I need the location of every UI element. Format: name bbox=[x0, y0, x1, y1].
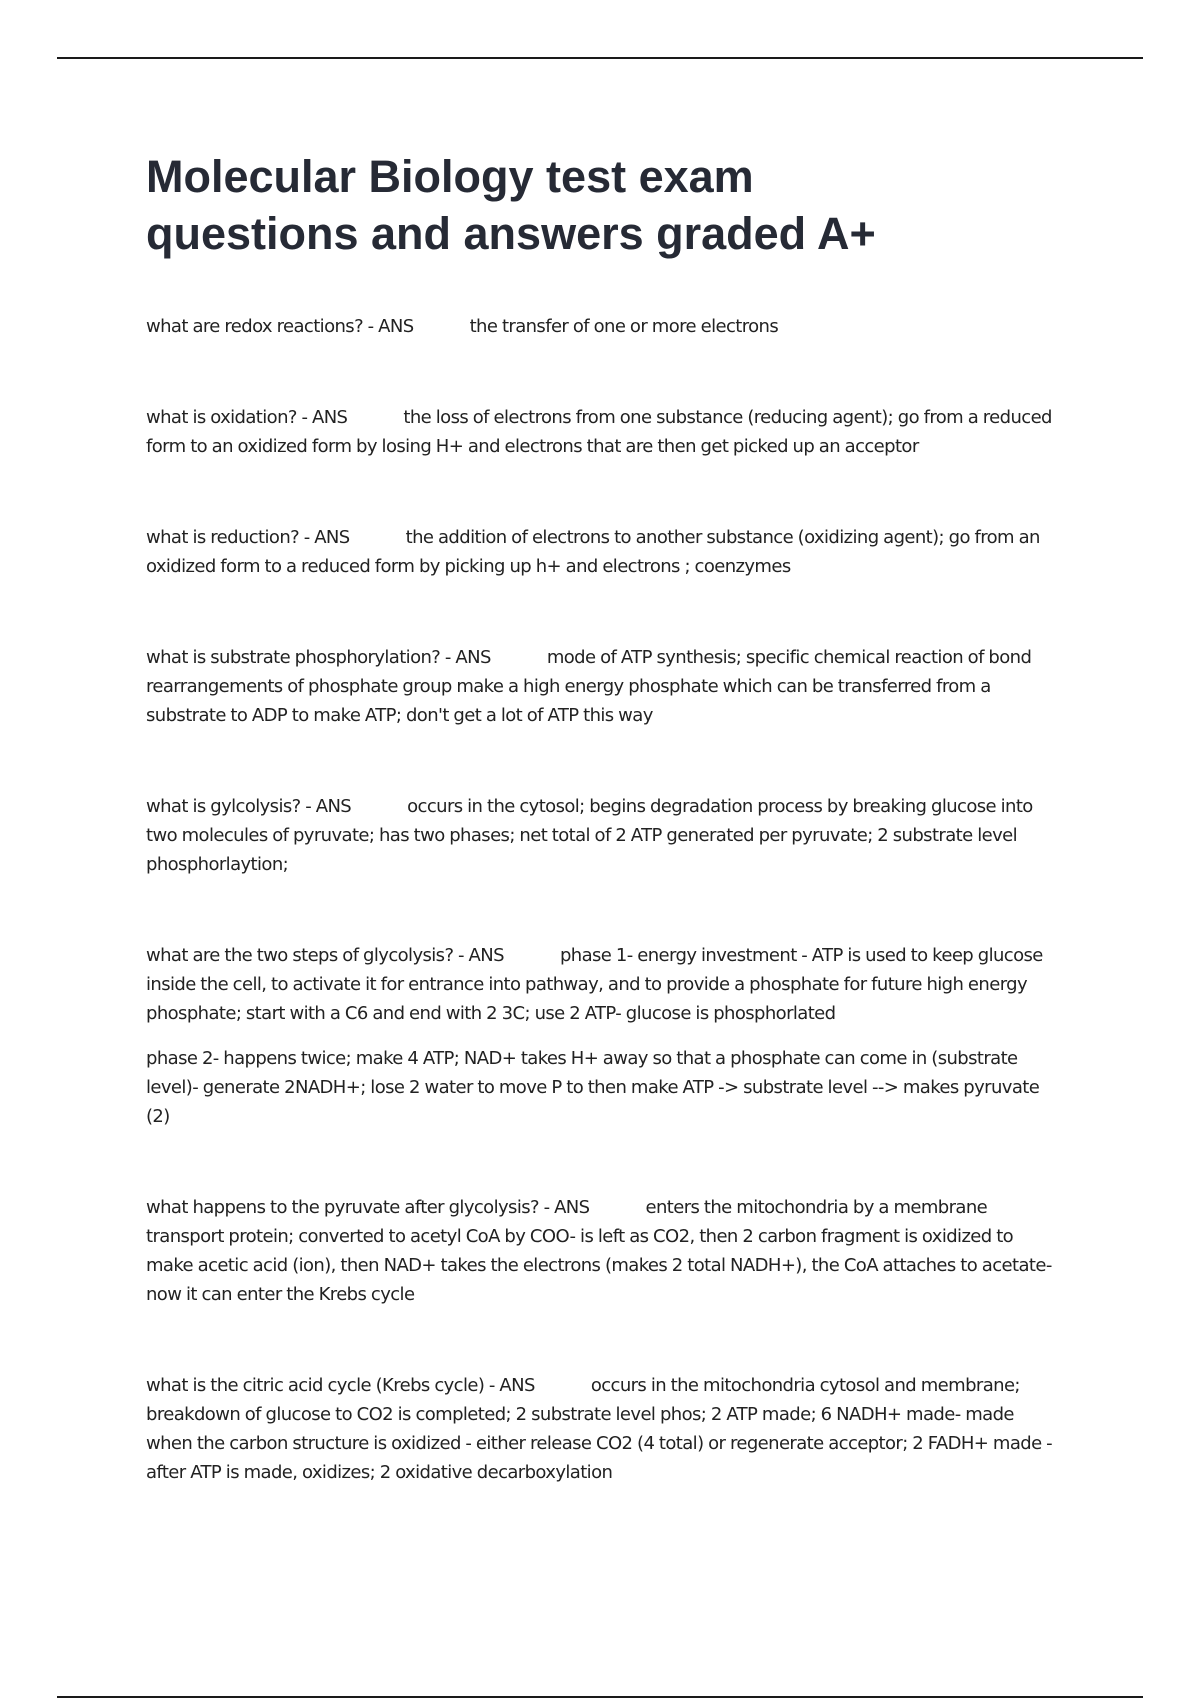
answer-text: enters the mitochondria by a membrane transport protein; converted to acetyl CoA by COO- is left as CO2, then 2 carbon fragment is oxidized to make acetic acid (ion), then NAD+ takes the electrons (makes 2 total NADH+), the CoA attaches to acetate- now it can enter the Krebs cycle bbox=[146, 1197, 1052, 1305]
question-text: what is oxidation? - ANS bbox=[146, 407, 348, 428]
answer-text: occurs in the mitochondria cytosol and membrane; breakdown of glucose to CO2 is completed; 2 substrate level phos; 2 ATP made; 6 NADH+ made- made when the carbon structure is oxidized - either release CO2 (4 total) or regenerate acceptor; 2 FADH+ made - after ATP is made, oxidizes; 2 oxidative decarboxylation bbox=[146, 1375, 1053, 1483]
document-title-line1: Molecular Biology test exam bbox=[146, 151, 754, 202]
qa-item bbox=[146, 1371, 1056, 1487]
document-title-line2: questions and answers graded A+ bbox=[146, 208, 876, 259]
document-title bbox=[146, 148, 1056, 262]
qa-item bbox=[146, 403, 1056, 461]
answer-continuation: phase 2- happens twice; make 4 ATP; NAD+ takes H+ away so that a phosphate can come in (substrate level)- generate 2NADH+; lose 2 water to move P to then make ATP -> substrate level --> makes pyruvate (2) bbox=[146, 1048, 1040, 1127]
question-text: what is reduction? - ANS bbox=[146, 527, 350, 548]
answer-text: the transfer of one or more electrons bbox=[469, 316, 779, 337]
answer-text: occurs in the cytosol; begins degradation process by breaking glucose into two molecules of pyruvate; has two phases; net total of 2 ATP generated per pyruvate; 2 substrate level phosphorlaytion; bbox=[146, 796, 1033, 875]
answer-text: the loss of electrons from one substance (reducing agent); go from a reduced form to an oxidized form by losing H+ and electrons that are then get picked up an acceptor bbox=[146, 407, 1052, 457]
answer-text: phase 1- energy investment - ATP is used to keep glucose inside the cell, to activate it for entrance into pathway, and to provide a phosphate for future high energy phosphate; start with a C6 and end with 2 3C; use 2 ATP- glucose is phosphorlated bbox=[146, 945, 1043, 1024]
qa-item bbox=[146, 523, 1056, 581]
qa-item bbox=[146, 792, 1056, 879]
question-text: what is substrate phosphorylation? - ANS bbox=[146, 647, 491, 668]
question-text: what are the two steps of glycolysis? - ANS bbox=[146, 945, 504, 966]
bottom-rule bbox=[57, 1696, 1143, 1698]
question-text: what happens to the pyruvate after glycolysis? - ANS bbox=[146, 1197, 590, 1218]
document-body bbox=[146, 148, 1056, 1487]
answer-text: mode of ATP synthesis; specific chemical reaction of bond rearrangements of phosphate group make a high energy phosphate which can be transferred from a substrate to ADP to make ATP; don't get a lot of ATP this way bbox=[146, 647, 1032, 726]
qa-item bbox=[146, 312, 1056, 341]
qa-item bbox=[146, 643, 1056, 730]
top-rule bbox=[57, 57, 1143, 59]
answer-text: the addition of electrons to another substance (oxidizing agent); go from an oxidized form to a reduced form by picking up h+ and electrons ; coenzymes bbox=[146, 527, 1040, 577]
qa-item bbox=[146, 1193, 1056, 1309]
question-text: what is the citric acid cycle (Krebs cycle) - ANS bbox=[146, 1375, 535, 1396]
question-text: what is gylcolysis? - ANS bbox=[146, 796, 352, 817]
question-text: what are redox reactions? - ANS bbox=[146, 316, 414, 337]
qa-item bbox=[146, 941, 1056, 1028]
